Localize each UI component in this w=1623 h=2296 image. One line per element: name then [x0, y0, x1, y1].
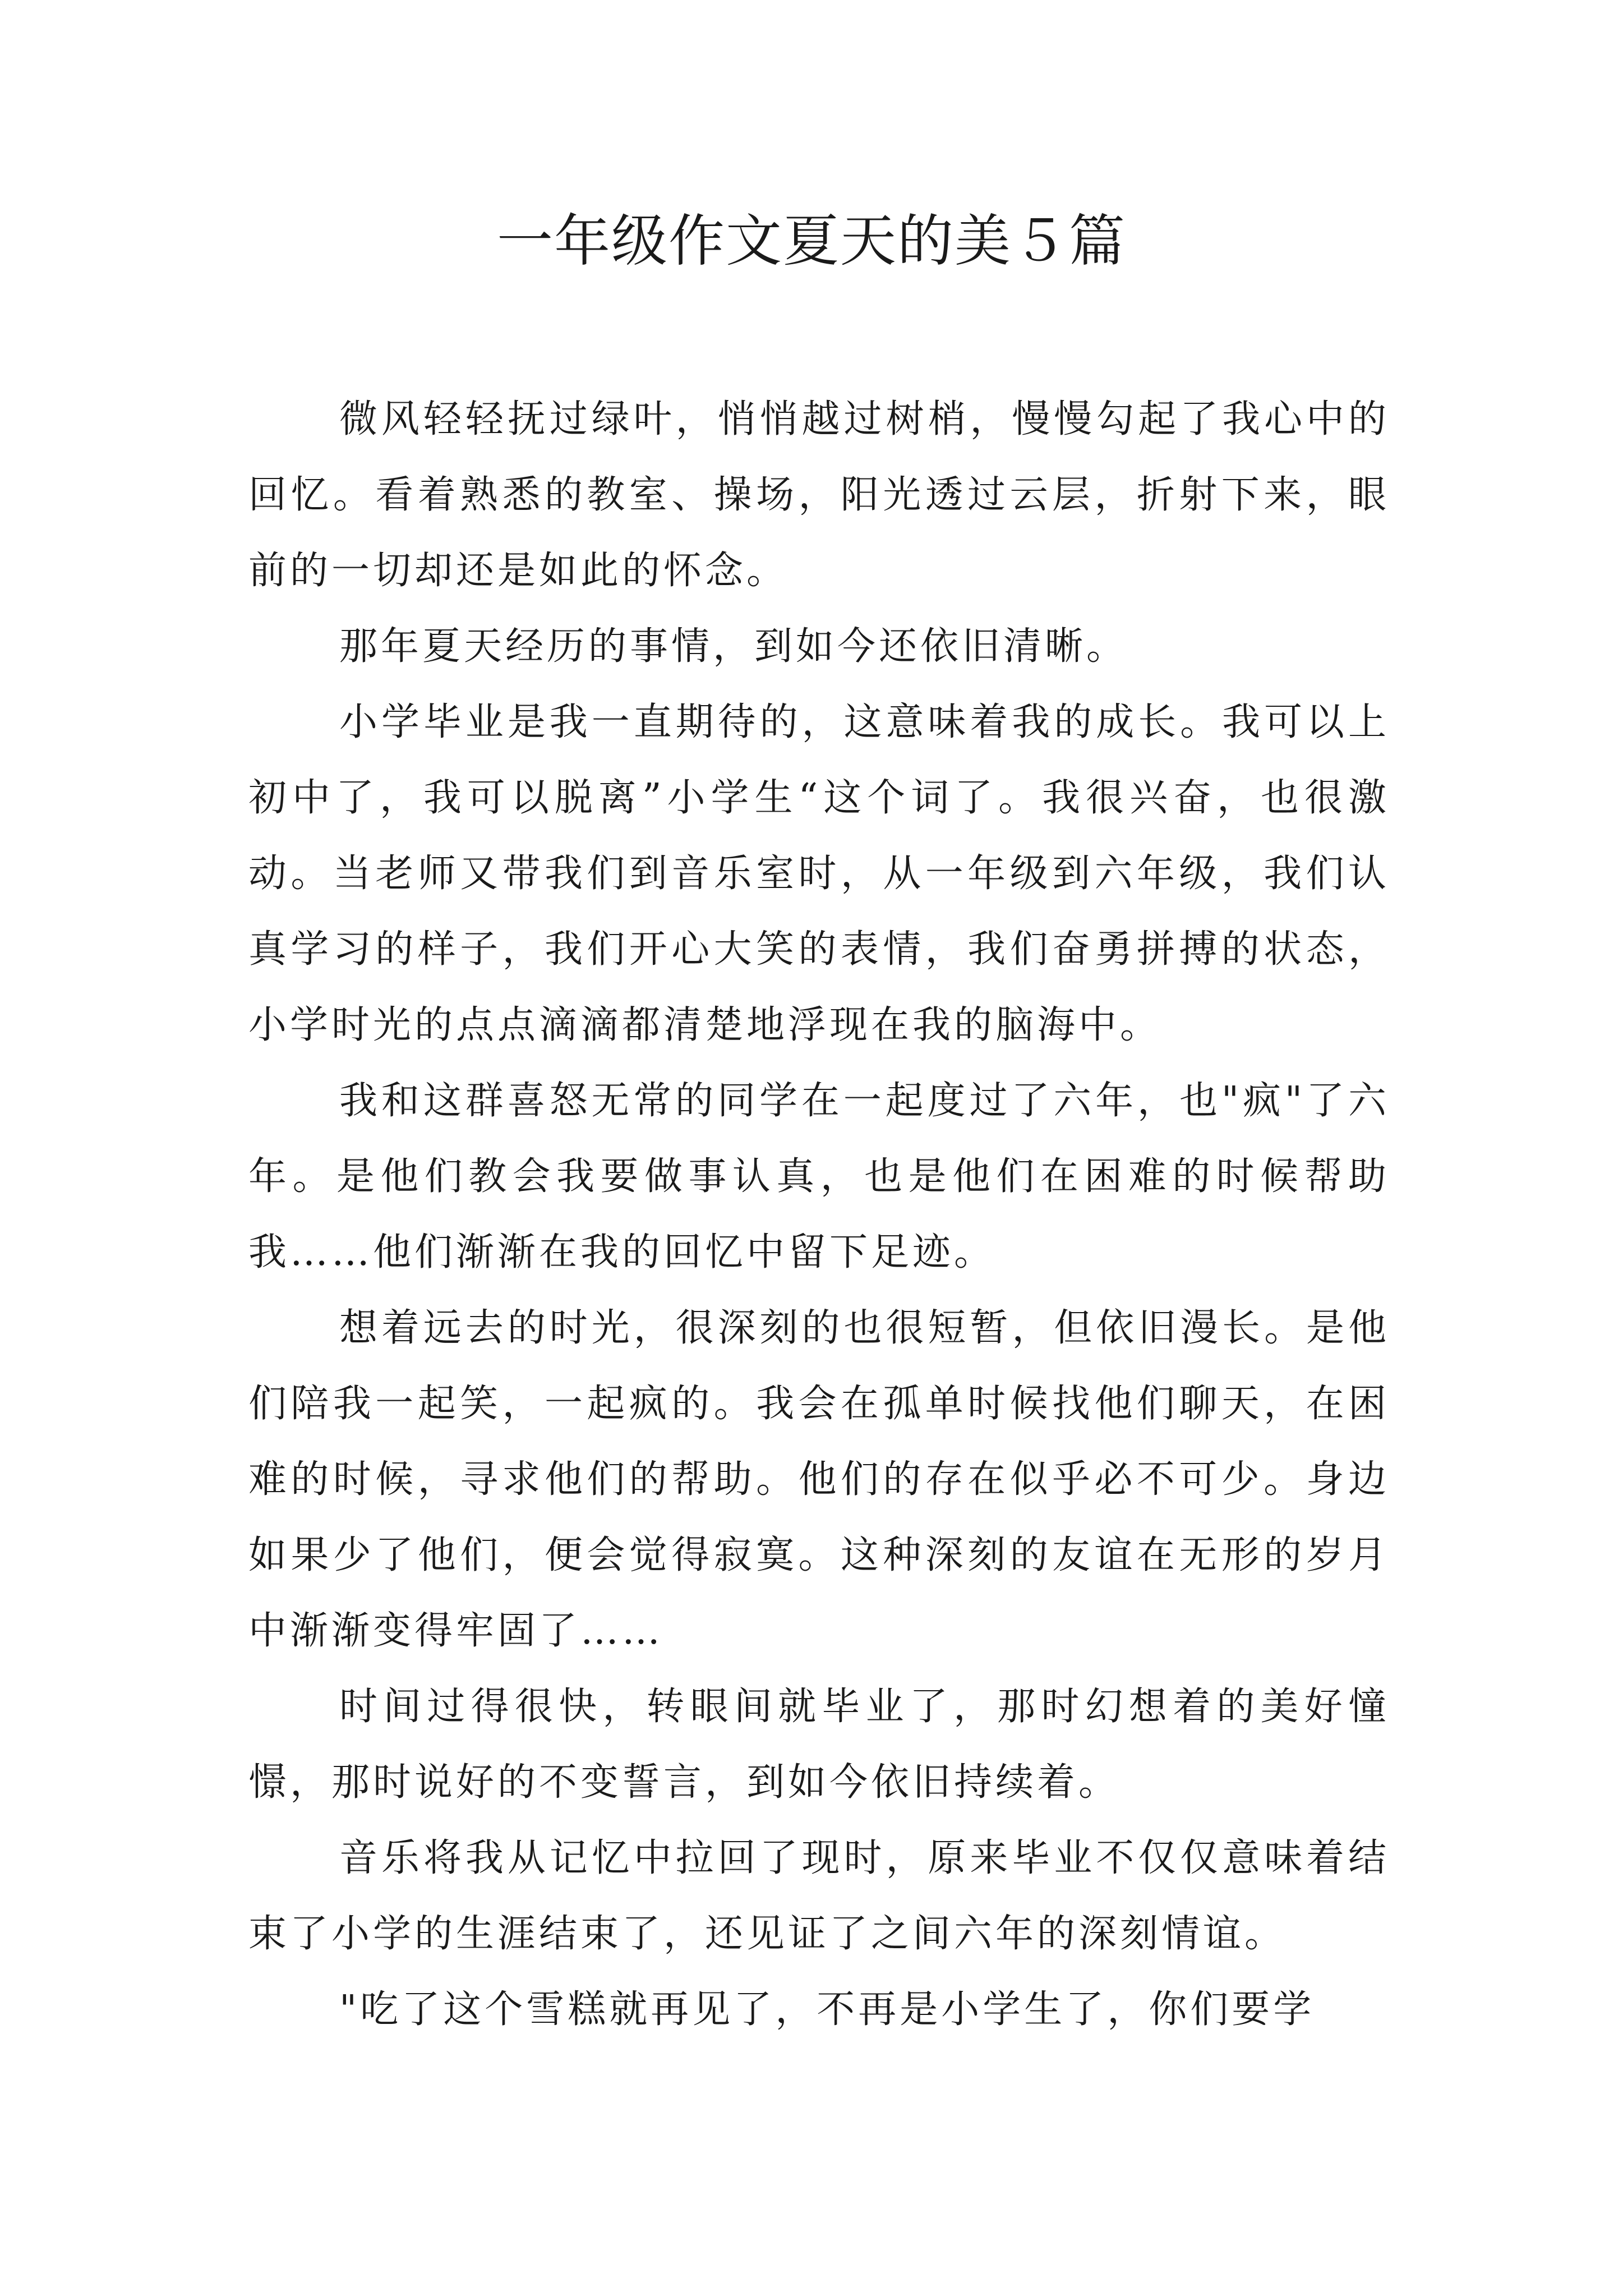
document-body: [248, 381, 1390, 2047]
paragraph: 我和这群喜怒无常的同学在一起度过了六年，也"疯"了六年。是他们教会我要做事认真，也是他们在困难的时候帮助我……他们渐渐在我的回忆中留下足迹。: [248, 1079, 1390, 1274]
document-title: 一年级作文夏天的美５篇: [497, 208, 1126, 274]
paragraph: 小学毕业是我一直期待的，这意味着我的成长。我可以上初中了，我可以脱离”小学生“这个词了。我很兴奋，也很激动。当老师又带我们到音乐室时，从一年级到六年级，我们认真学习的样子，我们开心大笑的表情，我们奋勇拼搏的状态，小学时光的点点滴滴都清楚地浮现在我的脑海中。: [248, 700, 1390, 1047]
paragraph: 微风轻轻抚过绿叶，悄悄越过树梢，慢慢勾起了我心中的回忆。看着熟悉的教室、操场，阳光透过云层，折射下来，眼前的一切却还是如此的怀念。: [248, 397, 1390, 593]
paragraph: 那年夏天经历的事情，到如今还依旧清晰。: [339, 624, 1128, 669]
paragraph: "吃了这个雪糕就再见了，不再是小学生了，你们要学: [339, 1987, 1315, 2032]
paragraph: 时间过得很快，转眼间就毕业了，那时幻想着的美好憧憬，那时说好的不变誓言，到如今依旧持续着。: [248, 1685, 1390, 1805]
paragraph: 音乐将我从记忆中拉回了现时，原来毕业不仅仅意味着结束了小学的生涯结束了，还见证了之间六年的深刻情谊。: [248, 1836, 1390, 1956]
paragraph: 想着远去的时光，很深刻的也很短暂，但依旧漫长。是他们陪我一起笑，一起疯的。我会在孤单时候找他们聊天，在困难的时候，寻求他们的帮助。他们的存在似乎必不可少。身边如果少了他们，便会觉得寂寞。这种深刻的友谊在无形的岁月中渐渐变得牢固了……: [248, 1306, 1390, 1653]
